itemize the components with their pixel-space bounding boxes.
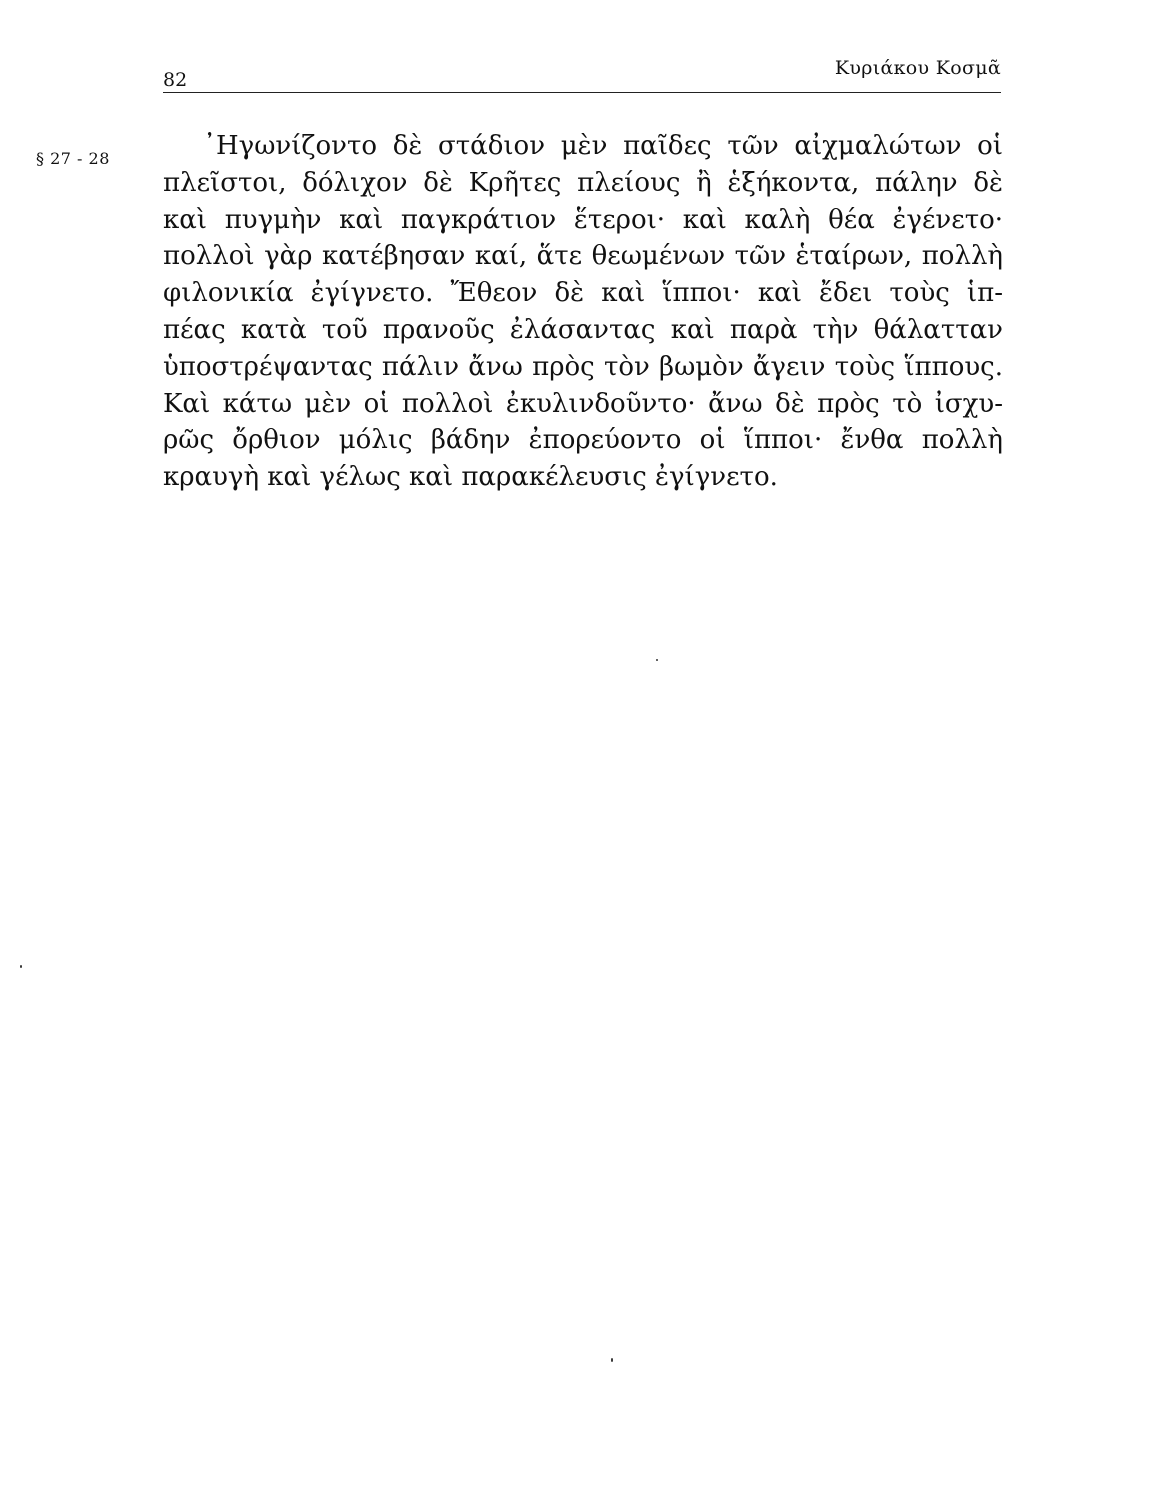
text-line: ὑποστρέψαντας πάλιν ἄνω πρὸς τὸν βωμὸν ἄγειν τοὺς ἵππους. xyxy=(163,351,1003,382)
text-line: Καὶ κάτω μὲν οἱ πολλοὶ ἐκυλινδοῦντο· ἄνω δὲ πρὸς τὸ ἰσχυ- xyxy=(163,388,1003,419)
text-line: φιλονικία ἐγίγνετο. Ἔθεον δὲ καὶ ἵπποι· καὶ ἔδει τοὺς ἱπ- xyxy=(163,278,1003,309)
text-line: καὶ πυγμὴν καὶ παγκράτιον ἕτεροι· καὶ καλὴ θέα ἐγένετο· xyxy=(163,204,1003,235)
scan-speck xyxy=(20,965,22,968)
text-line: ᾿Ηγωνίζοντο δὲ στάδιον μὲν παῖδες τῶν αἰχμαλώτων οἱ xyxy=(203,131,1003,161)
text-line: κραυγὴ καὶ γέλως καὶ παρακέλευσις ἐγίγνετο. xyxy=(163,462,778,493)
text-line: πλεῖστοι, δόλιχον δὲ Κρῆτες πλείους ἢ ἑξήκοντα, πάλην δὲ xyxy=(163,167,1003,198)
header-rule xyxy=(163,92,1001,93)
page-number: 82 xyxy=(163,69,188,91)
text-line: πέας κατὰ τοῦ πρανοῦς ἐλάσαντας καὶ παρὰ τὴν θάλατταν xyxy=(163,314,1003,345)
text-line: πολλοὶ γὰρ κατέβησαν καί, ἅτε θεωμένων τῶν ἑταίρων, πολλὴ xyxy=(163,241,1003,272)
scan-speck xyxy=(656,659,658,661)
section-reference: § 27 - 28 xyxy=(36,149,110,168)
text-line: ρῶς ὄρθιον μόλις βάδην ἐπορεύοντο οἱ ἵπποι· ἔνθα πολλὴ xyxy=(163,425,1003,456)
running-head: Κυριάκου Κοσμᾶ xyxy=(834,57,1001,79)
scan-speck xyxy=(611,1358,613,1362)
text-body xyxy=(163,128,1003,496)
